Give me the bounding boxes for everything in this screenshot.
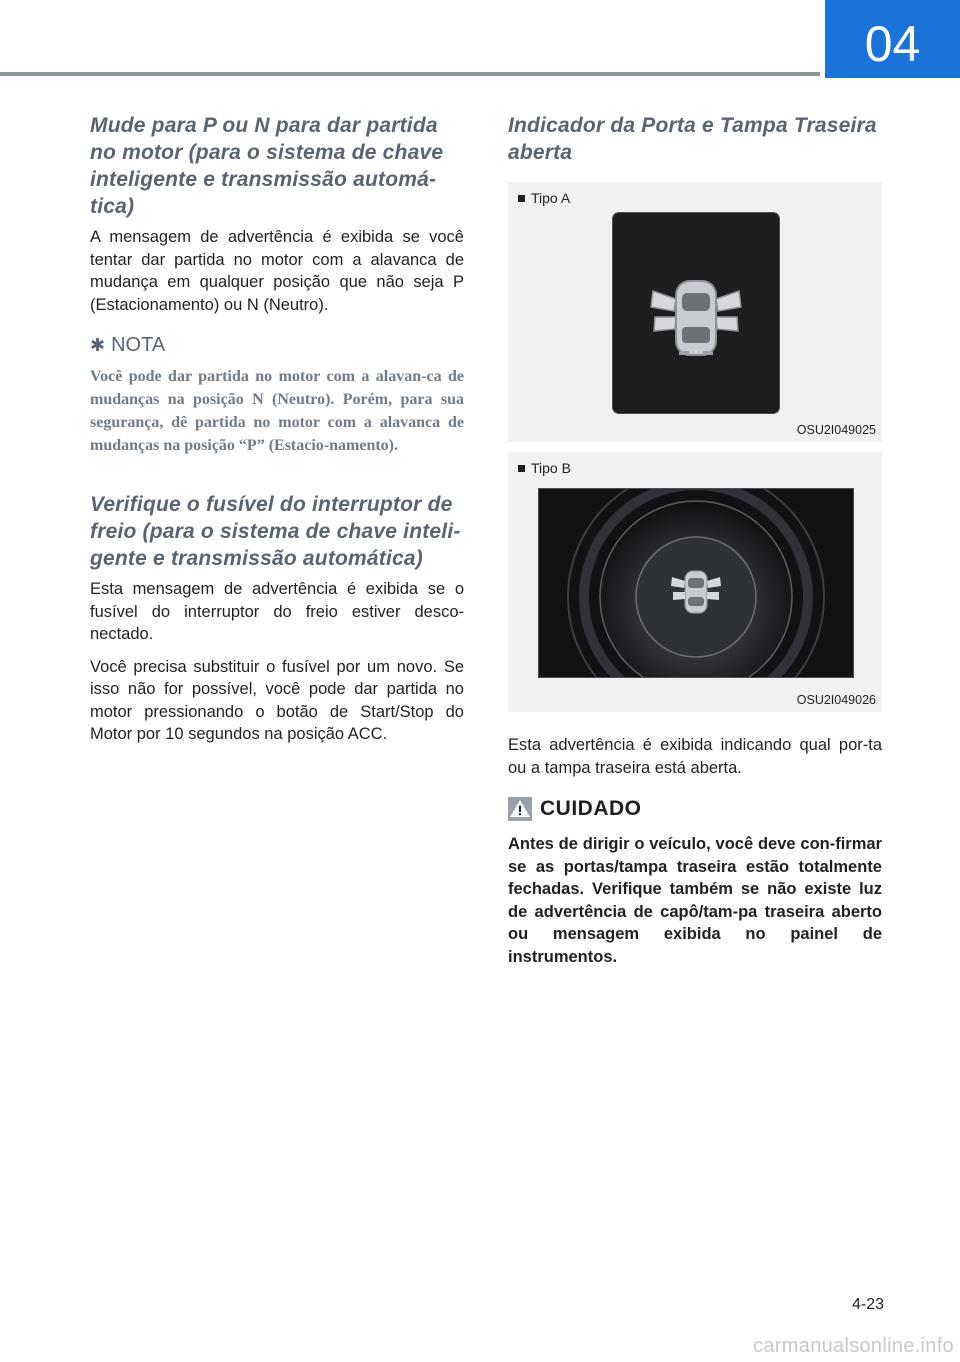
paragraph-start-warning: A mensagem de advertência é exibida se você tentar dar partida no motor com a alavanca de mudança em qualquer posição que não seja P (Estacionamento) ou N (Neutro). <box>90 228 464 314</box>
right-column <box>508 112 882 968</box>
cluster-display-type-b <box>538 488 854 678</box>
figure-a-code: OSU2I049025 <box>796 423 876 437</box>
bullet-square-icon <box>518 465 525 472</box>
watermark: carmanualsonline.info <box>753 1335 954 1357</box>
section-heading-brake-fuse: Verifique o fusível do interruptor de freio (para o sistema de chave inteli-gente e transmissão automática) <box>90 493 461 570</box>
figure-type-a <box>508 182 882 442</box>
figure-b-label <box>518 460 571 476</box>
paragraph-fuse-replace: Você precisa substituir o fusível por um novo. Se isso não for possível, você pode dar partida no motor pressionando o botão de Start/Stop do Motor por 10 segundos na posição ACC. <box>90 657 464 743</box>
figure-a-label-text: Tipo A <box>531 190 571 206</box>
car-doors-open-icon <box>613 213 779 413</box>
gauge-car-doors-open-icon <box>539 489 853 677</box>
figure-a-label <box>518 190 570 206</box>
chapter-tab: 04 <box>825 0 960 78</box>
note-title: NOTA <box>111 334 166 356</box>
note-body: Você pode dar partida no motor com a alavan-ca de mudanças na posição N (Neutro). Porém, para sua segurança, dê partida no motor com a alavanca de mudanças na posição “P” (Estacio-namento). <box>90 368 464 454</box>
section-heading-start-motor: Mude para P ou N para dar partida no motor (para o sistema de chave inteligente e transmissão automá-tica) <box>90 114 444 218</box>
cluster-display-type-a <box>612 212 780 414</box>
warning-triangle-icon <box>508 797 532 821</box>
figure-type-b <box>508 452 882 712</box>
paragraph-door-indicator: Esta advertência é exibida indicando qual por-ta ou a tampa traseira está aberta. <box>508 736 882 777</box>
paragraph-fuse-warning: Esta mensagem de advertência é exibida se o fusível do interruptor do freio estiver desco-nectado. <box>90 580 464 643</box>
note-star-icon: ✱ <box>90 335 106 355</box>
caution-heading <box>508 797 882 821</box>
left-column <box>90 112 464 756</box>
caution-title: CUIDADO <box>540 797 642 820</box>
header-rule <box>0 72 820 76</box>
note-heading <box>90 334 464 357</box>
caution-body: Antes de dirigir o veículo, você deve con-firmar se as portas/tampa traseira estão totalmente fechadas. Verifique também se não existe luz de advertência de capô/tam-pa traseira aberto ou mensagem exibida no painel de instrumentos. <box>508 835 882 966</box>
figure-b-code: OSU2I049026 <box>796 693 876 707</box>
bullet-square-icon <box>518 195 525 202</box>
page-number: 4-23 <box>851 1296 884 1313</box>
section-heading-door-open: Indicador da Porta e Tampa Traseira aberta <box>508 114 877 164</box>
figure-b-label-text: Tipo B <box>531 460 571 476</box>
